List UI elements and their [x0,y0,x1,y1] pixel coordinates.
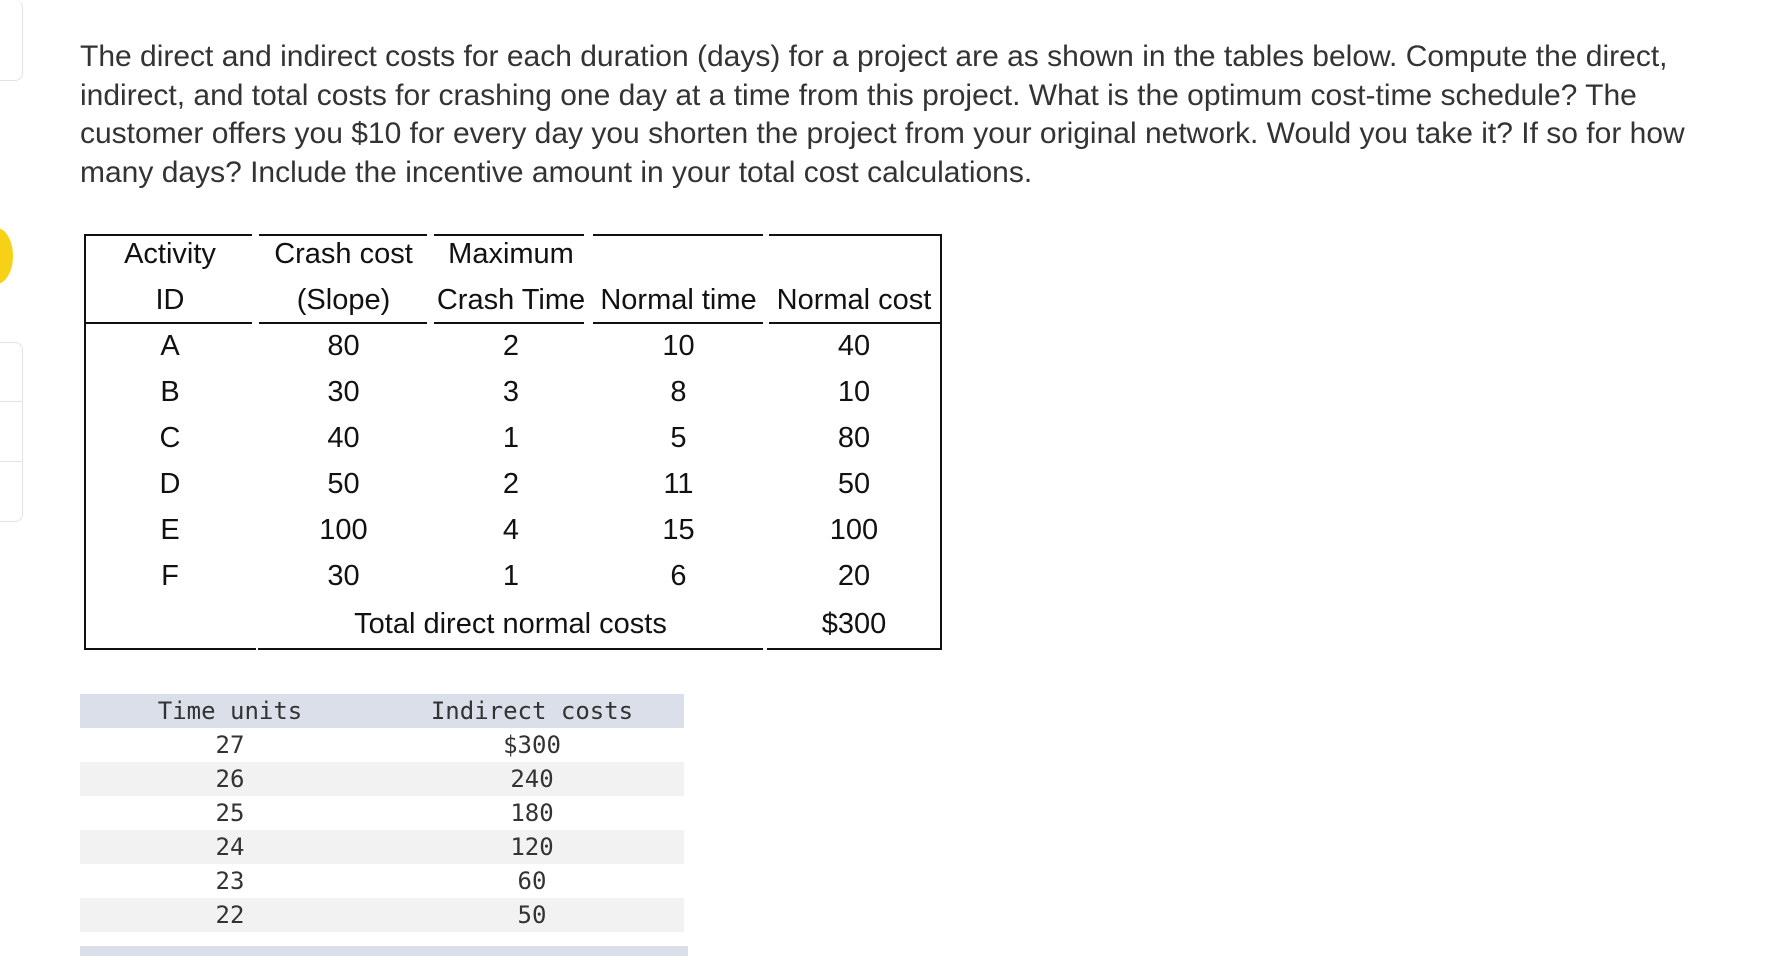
side-toolbar[interactable] [0,342,23,522]
row-normal-cost: 80 [837,422,871,454]
indirect-costs-table [80,694,684,956]
row-normal-time: 10 [662,330,695,362]
header-indirect-costs: Indirect costs [430,697,634,725]
row-max-crash: 1 [502,422,520,454]
header-rule-top [769,234,942,236]
time-cell: 22 [215,901,245,929]
header-maximum: Maximum [448,238,574,270]
header-slope: (Slope) [296,284,391,316]
row-normal-time: 15 [662,514,695,546]
header-rule-bottom [593,322,763,324]
row-normal-time: 11 [663,468,694,500]
table-row [80,762,684,796]
row-max-crash: 2 [502,330,520,362]
row-normal-cost: 50 [837,468,871,500]
table-row [80,830,684,864]
row-slope: 40 [327,422,360,454]
cost-cell: $300 [503,731,561,759]
row-normal-time: 6 [670,560,687,592]
header-rule-bottom [259,322,427,324]
row-normal-cost: 20 [837,560,871,592]
cost-cell: 180 [510,799,554,827]
row-normal-cost: 100 [829,514,879,546]
table-row [80,864,684,898]
cost-cell: 60 [517,867,547,895]
row-max-crash: 4 [502,514,520,546]
divider [0,401,22,402]
header-normal-cost: Normal cost [776,284,932,316]
row-normal-time: 5 [670,422,687,454]
activity-table [84,234,942,650]
problem-statement: The direct and indirect costs for each duration (days) for a project are as shown in the tables below. Compute the direct, indirect, and total costs for crashing one day at a time from this project. What is the optimum cost-time schedule? The customer offers you $10 for every day you shorten the project from your original network. Would you take it? If so for how many days? Include the incentive amount in your total cost calculations. [80,40,1685,189]
table-border-bottom [84,648,942,650]
header-rule-top [259,234,427,236]
time-cell: 26 [215,765,245,793]
row-id: C [159,422,181,454]
header-rule-top [84,234,252,236]
header-crash-cost: Crash cost [274,238,413,270]
header-rule-bottom [84,322,252,324]
divider [0,461,22,462]
row-slope: 100 [319,514,368,546]
cost-cell: 120 [510,833,554,861]
header-rule-bottom [769,322,942,324]
time-cell: 23 [215,867,245,895]
row-slope: 30 [327,376,360,408]
row-max-crash: 3 [502,376,520,408]
header-normal-time: Normal time [600,284,757,316]
header-id: ID [155,284,185,316]
table-header-row [80,694,684,728]
side-panel-tab[interactable] [0,0,23,81]
row-id: B [160,376,180,408]
row-normal-cost: 10 [837,376,871,408]
row-slope: 50 [327,468,360,500]
total-direct-value: $300 [821,608,887,640]
total-direct-label: Total direct normal costs [354,608,667,640]
cost-cell: 50 [517,901,547,929]
time-cell: 25 [215,799,245,827]
row-slope: 80 [327,330,360,362]
row-id: D [159,468,181,500]
row-id: E [160,514,180,546]
table-row [80,898,684,932]
row-slope: 30 [327,560,360,592]
header-rule-top [434,234,584,236]
header-time-units: Time units [157,697,303,725]
header-activity: Activity [124,238,216,270]
table-row [80,796,684,830]
row-normal-cost: 40 [837,330,871,362]
row-max-crash: 2 [502,468,520,500]
time-cell: 24 [215,833,245,861]
time-cell: 27 [215,731,245,759]
row-normal-time: 8 [670,376,687,408]
notification-dot[interactable] [0,228,13,284]
table-row [80,728,684,762]
header-crash-time: Crash Time [436,284,586,316]
table-bottom-bar [80,946,688,956]
row-max-crash: 1 [502,560,520,592]
total-border [84,606,86,650]
row-id: A [160,330,180,362]
header-rule-bottom [434,322,584,324]
row-id: F [161,560,179,592]
cost-cell: 240 [510,765,554,793]
header-rule-top [593,234,763,236]
